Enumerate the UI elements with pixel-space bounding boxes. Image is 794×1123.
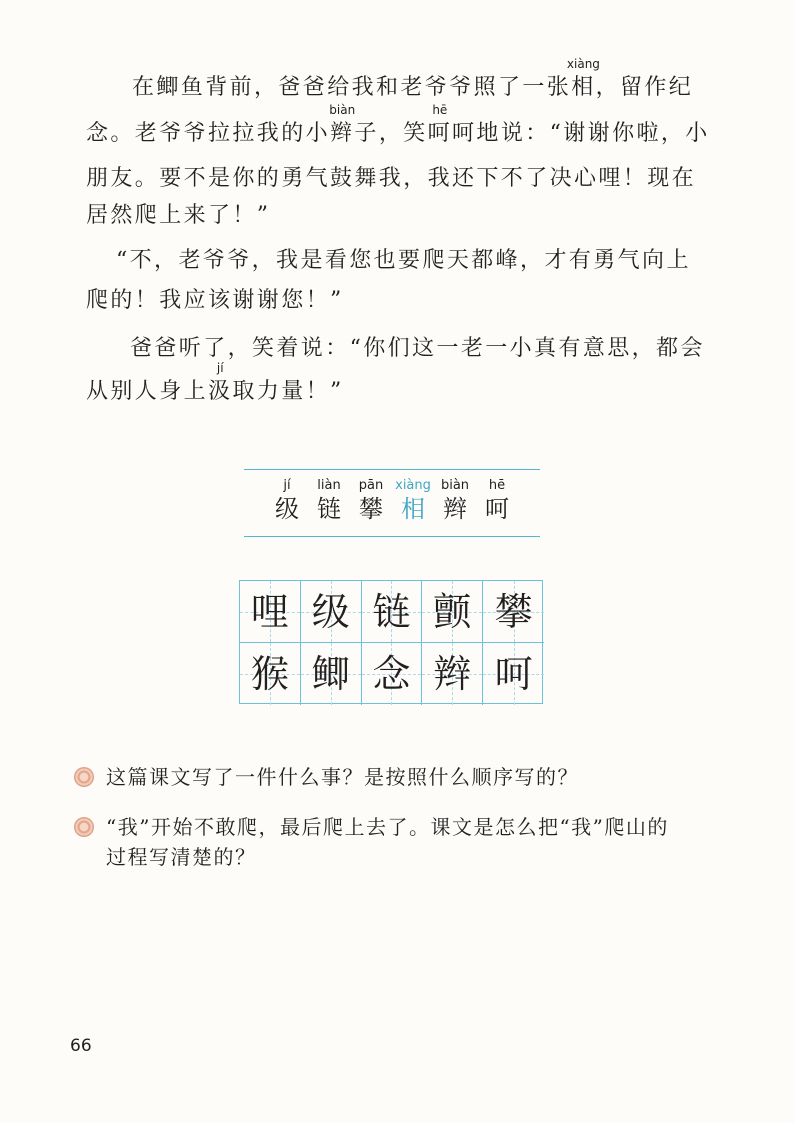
grid-char: 念 (372, 652, 411, 696)
ruby-char (208, 361, 233, 407)
ruby-char (329, 103, 356, 149)
vocab-item (482, 478, 512, 524)
passage-line-1 (132, 57, 694, 103)
grid-char: 级 (311, 589, 350, 634)
annotated-char: 辫 (330, 121, 355, 146)
text-segment: 在鲫鱼背前，爸爸给我和老爷爷照了一张 (132, 75, 572, 100)
pinyin-annotation: biàn (329, 103, 356, 117)
vocab-char: 辫 (443, 495, 467, 523)
question-bullet-icon (74, 767, 94, 787)
question-text (106, 812, 669, 872)
vocab-pinyin: pān (358, 478, 384, 493)
grid-cell (422, 643, 483, 705)
text-segment: ，留作纪 (595, 75, 694, 100)
question-1 (74, 762, 579, 792)
vocab-char: 链 (317, 495, 341, 523)
passage-line-8 (86, 361, 344, 407)
vocab-item (440, 478, 470, 524)
vocab-item (272, 478, 302, 524)
vocab-char: 呵 (485, 495, 509, 523)
grid-char: 颤 (433, 589, 472, 634)
question-text: 这篇课文写了一件什么事？是按照什么顺序写的？ (106, 765, 579, 789)
page-number: 66 (70, 1036, 92, 1056)
vocab-item (356, 478, 386, 524)
pinyin-annotation: jí (216, 361, 224, 375)
grid-cell (422, 581, 483, 643)
text-segment: 呵地说：“谢谢你啦，小 (452, 121, 710, 146)
character-writing-grid (239, 580, 543, 704)
vocab-pinyin: xiàng (395, 478, 431, 493)
annotated-char: 呵 (427, 121, 453, 146)
question-line: 过程写清楚的？ (106, 845, 257, 869)
vocab-top-rule (244, 469, 540, 470)
grid-cell (240, 581, 301, 643)
vocab-pinyin: jí (283, 478, 291, 493)
grid-cell (483, 581, 544, 643)
annotated-char: 相 (571, 75, 596, 100)
vocab-item (314, 478, 344, 524)
ruby-char (427, 103, 453, 149)
grid-cell (483, 643, 544, 705)
text-segment: 念。老爷爷拉拉我的小 (86, 121, 331, 146)
passage-line-4: 居然爬上来了！” (86, 203, 271, 228)
grid-cell (301, 643, 362, 705)
vocab-pinyin: biàn (440, 478, 470, 493)
passage-line-7: 爸爸听了，笑着说：“你们这一老一小真有意思，都会 (130, 336, 705, 361)
passage-line-5: “不，老爷爷，我是看您也要爬天都峰，才有勇气向上 (116, 248, 691, 273)
grid-cell (362, 643, 423, 705)
grid-cell (240, 643, 301, 705)
grid-char: 攀 (494, 589, 533, 634)
pinyin-annotation: xiàng (566, 57, 600, 71)
passage-line-3: 朋友。要不是你的勇气鼓舞我，我还下不了决心哩！现在 (86, 166, 697, 191)
text-segment: 取力量！” (232, 379, 344, 404)
vocab-char: 攀 (359, 495, 383, 523)
vocab-pinyin: hē (488, 478, 506, 493)
grid-char: 鲫 (311, 652, 350, 696)
text-segment: 子，笑 (354, 121, 428, 146)
text-segment: 从别人身上 (86, 379, 209, 404)
vocab-bottom-rule (244, 536, 540, 537)
question-2 (74, 812, 669, 872)
grid-char: 呵 (494, 652, 533, 696)
pinyin-annotation: hē (432, 103, 448, 117)
question-bullet-icon (74, 817, 94, 837)
vocab-list (244, 478, 540, 524)
vocab-pinyin: liàn (317, 478, 341, 493)
grid-char: 链 (372, 589, 411, 634)
passage-line-2 (86, 103, 710, 149)
grid-cell (362, 581, 423, 643)
grid-cell (301, 581, 362, 643)
vocab-item (395, 478, 431, 524)
vocab-char: 相 (401, 495, 425, 523)
grid-char: 辫 (433, 652, 472, 696)
grid-char: 哩 (250, 589, 289, 634)
grid-char: 猴 (250, 652, 289, 696)
annotated-char: 汲 (208, 379, 233, 404)
passage-line-6: 爬的！我应该谢谢您！” (86, 288, 344, 313)
question-line: “我”开始不敢爬，最后爬上去了。课文是怎么把“我”爬山的 (106, 815, 669, 839)
vocab-char: 级 (275, 495, 299, 523)
ruby-char (566, 57, 600, 103)
